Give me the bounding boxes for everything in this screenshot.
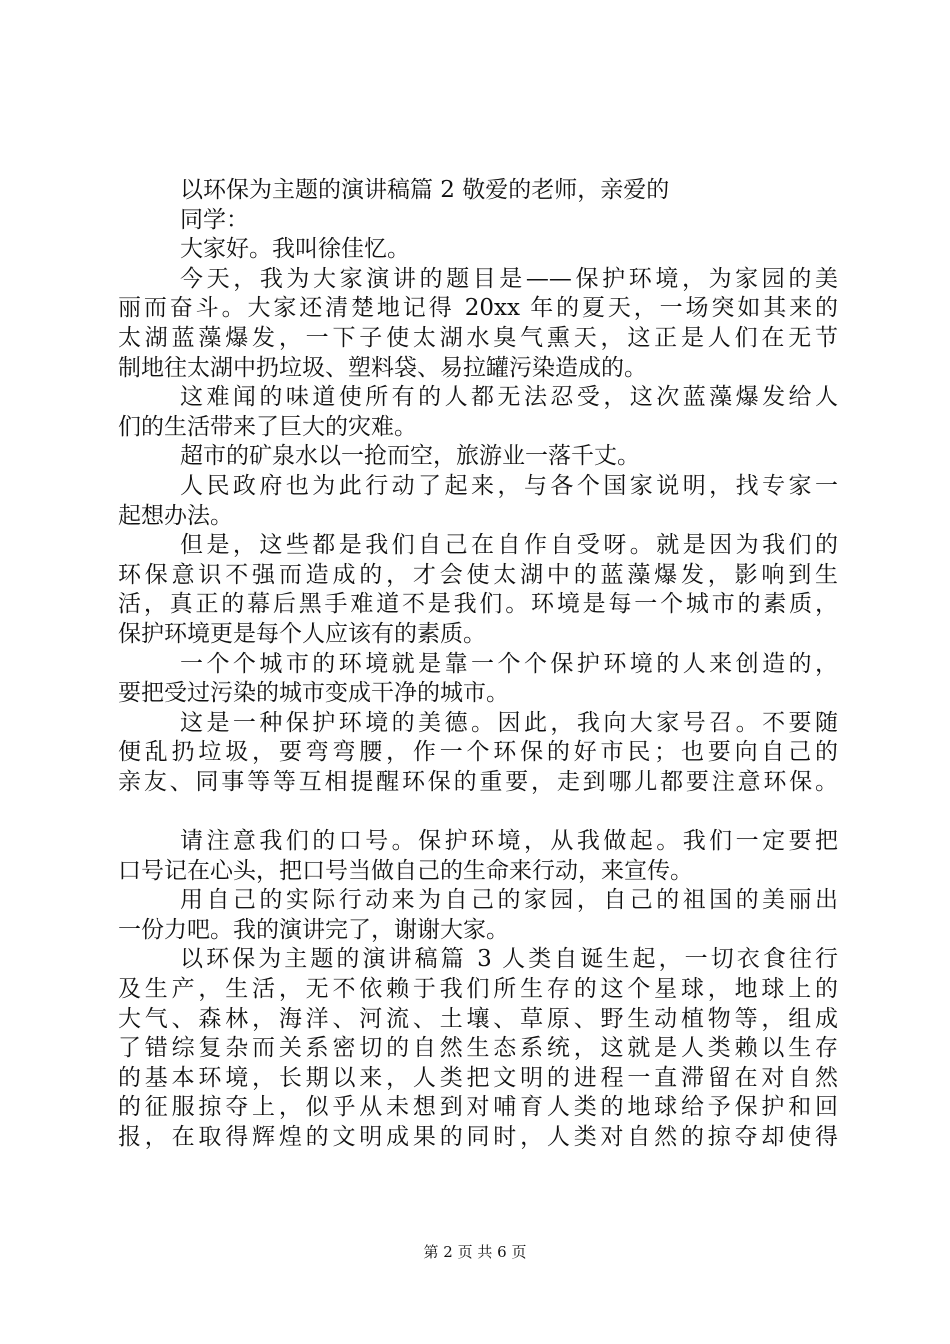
paragraph-line: 丽而奋斗。大家还清楚地记得 20xx 年的夏天，一场突如其来的 xyxy=(118,295,838,322)
paragraph-line: 太湖蓝藻爆发，一下子使太湖水臭气熏天，这正是人们在无节 xyxy=(118,324,838,351)
paragraph-line: 起想办法。 xyxy=(118,502,233,529)
paragraph-line: 这是一种保护环境的美德。因此，我向大家号召。不要随 xyxy=(180,709,838,736)
paragraph-line: 活，真正的幕后黑手难道不是我们。环境是每一个城市的素质， xyxy=(118,591,838,618)
paragraph-line: 以环保为主题的演讲稿篇 3 人类自诞生起，一切衣食往行 xyxy=(180,946,838,973)
paragraph-line: 一个个城市的环境就是靠一个个保护环境的人来创造的， xyxy=(180,650,838,677)
paragraph-line: 的征服掠夺上，似乎从未想到对哺育人类的地球给予保护和回 xyxy=(118,1094,838,1121)
paragraph-line: 保护环境更是每个人应该有的素质。 xyxy=(118,620,486,647)
paragraph-line: 们的生活带来了巨大的灾难。 xyxy=(118,413,417,440)
paragraph-line: 超市的矿泉水以一抢而空，旅游业一落千丈。 xyxy=(180,443,640,470)
paragraph-line: 大家好。我叫徐佳忆。 xyxy=(180,236,410,263)
paragraph-line: 同学： xyxy=(180,206,249,233)
paragraph-line: 环保意识不强而造成的，才会使太湖中的蓝藻爆发，影响到生 xyxy=(118,561,838,588)
paragraph-line: 的基本环境，长期以来，人类把文明的进程一直滞留在对自然 xyxy=(118,1064,838,1091)
body-text xyxy=(118,176,838,1153)
paragraph-line: 请注意我们的口号。保护环境，从我做起。我们一定要把 xyxy=(180,828,838,855)
blank-line xyxy=(118,797,838,827)
paragraph-line: 制地往太湖中扔垃圾、塑料袋、易拉罐污染造成的。 xyxy=(118,354,647,381)
paragraph-line: 一份力吧。我的演讲完了，谢谢大家。 xyxy=(118,916,509,943)
paragraph-line: 大气、森林，海洋、河流、土壤、草原、野生动植物等，组成 xyxy=(118,1005,838,1032)
paragraph-line: 用自己的实际行动来为自己的家园，自己的祖国的美丽出 xyxy=(180,887,838,914)
paragraph-line: 便乱扔垃圾，要弯弯腰，作一个环保的好市民；也要向自己的 xyxy=(118,739,838,766)
paragraph-line: 以环保为主题的演讲稿篇 2 敬爱的老师，亲爱的 xyxy=(180,177,670,203)
paragraph-line: 要把受过污染的城市变成干净的城市。 xyxy=(118,680,509,707)
paragraph-line: 报，在取得辉煌的文明成果的同时，人类对自然的掠夺却使得 xyxy=(118,1124,838,1150)
page-number-footer: 第 2 页 共 6 页 xyxy=(423,1243,527,1261)
paragraph-line: 人民政府也为此行动了起来，与各个国家说明，找专家一 xyxy=(180,472,838,499)
paragraph-line: 口号记在心头，把口号当做自己的生命来行动，来宣传。 xyxy=(118,857,693,884)
paragraph-line: 亲友、同事等等互相提醒环保的重要，走到哪儿都要注意环保。 xyxy=(118,768,838,795)
paragraph-line: 但是，这些都是我们自己在自作自受呀。就是因为我们的 xyxy=(180,532,838,559)
paragraph-line: 及生产，生活，无不依赖于我们所生存的这个星球，地球上的 xyxy=(118,976,838,1003)
paragraph-line: 了错综复杂而关系密切的自然生态系统，这就是人类赖以生存 xyxy=(118,1035,838,1062)
paragraph-line: 今天，我为大家演讲的题目是——保护环境，为家园的美 xyxy=(180,265,838,292)
paragraph-line: 这难闻的味道使所有的人都无法忍受，这次蓝藻爆发给人 xyxy=(180,384,838,411)
